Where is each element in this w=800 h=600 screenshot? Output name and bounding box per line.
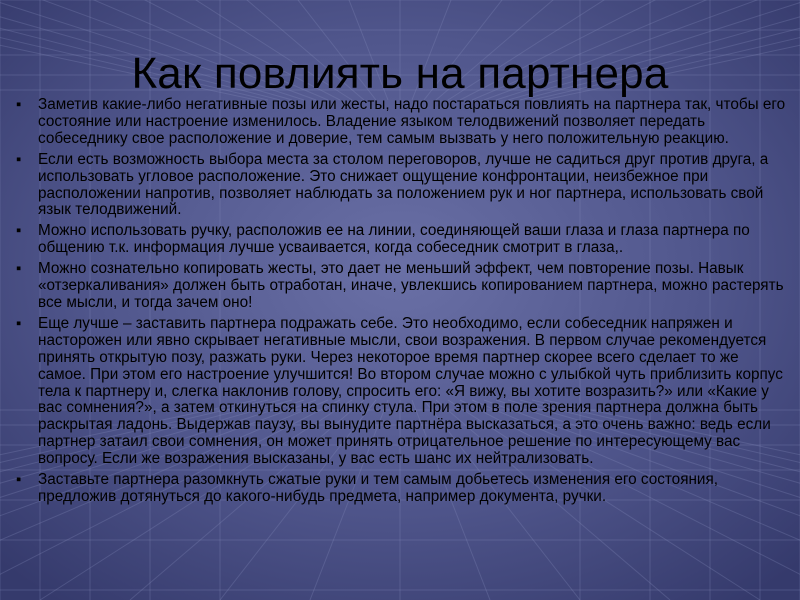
bullet-text: Заметив какие-либо негативные позы или жесты, надо постараться повлиять на партнера так, чтобы его состояние или настроение изменилось. Владение языком телодвижений позволяет передать собеседнику свое расположение и доверие, тем самым вызвать у него положительную реакцию. [38, 96, 786, 147]
bullet-marker-icon: ▪ [16, 471, 22, 489]
bullet-text: Заставьте партнера разомкнуть сжатые руки и тем самым добьетесь изменения его состояния, предложив дотянуться до какого-нибудь предмета, например документа, ручки. [38, 471, 719, 505]
bullet-marker-icon: ▪ [16, 222, 22, 240]
bullet-item [14, 316, 790, 468]
bullet-item [14, 152, 790, 220]
bullet-marker-icon: ▪ [16, 260, 22, 278]
bullet-item [14, 472, 790, 506]
bullet-item [14, 223, 790, 257]
bullet-text: Можно сознательно копировать жесты, это дает не меньший эффект, чем повторение позы. Навык «отзеркаливания» должен быть отработан, иначе, увлекшись копированием партнера, можно растерять все мысли, и тогда зачем оно! [38, 260, 784, 311]
bullet-item [14, 97, 790, 148]
bullet-text: Еще лучше – заставить партнера подражать себе. Это необходимо, если собеседник напряжен и насторожен или явно скрывает негативные мысли, свои возражения. В первом случае рекомендуется принять открытую позу, разжать руки. Через некоторое время партнер скорее всего сделает то же самое. При этом его настроение улучшится! Во втором случае можно с улыбкой чуть приблизить корпус тела к партнеру и, слегка наклонив голову, спросить его: «Я вижу, вы хотите возразить?» или «Какие у вас сомнения?», а затем откинуться на спинку стула. При этом в поле зрения партнера должна быть раскрытая ладонь. Выдержав паузу, вы вынудите партнёра высказаться, а это очень важно: ведь если партнер затаил свои сомнения, он может принять отрицательное решение по интересующему вас вопросу. Если же возражения высказаны, у вас есть шанс их нейтрализовать. [38, 314, 783, 468]
bullet-item [14, 261, 790, 312]
bullet-list [14, 97, 790, 510]
bullet-marker-icon: ▪ [16, 150, 22, 168]
bullet-text: Можно использовать ручку, расположив ее на линии, соединяющей ваши глаза и глаза партнера по общению т.к. информация лучше усваивается, когда собеседник смотрит в глаза,. [38, 222, 750, 257]
slide-title: Как повлиять на партнера [131, 49, 669, 98]
bullet-marker-icon: ▪ [16, 314, 22, 332]
bullet-text: Если есть возможность выбора места за столом переговоров, лучше не садиться друг против друга, а использовать угловое расположение. Это снижает ощущение конфронтации, неизбежное при расположении напротив, позволяет наблюдать за положением рук и ног партнера, использовать свой язык телодвижений. [38, 150, 769, 219]
bullet-marker-icon: ▪ [16, 96, 22, 113]
